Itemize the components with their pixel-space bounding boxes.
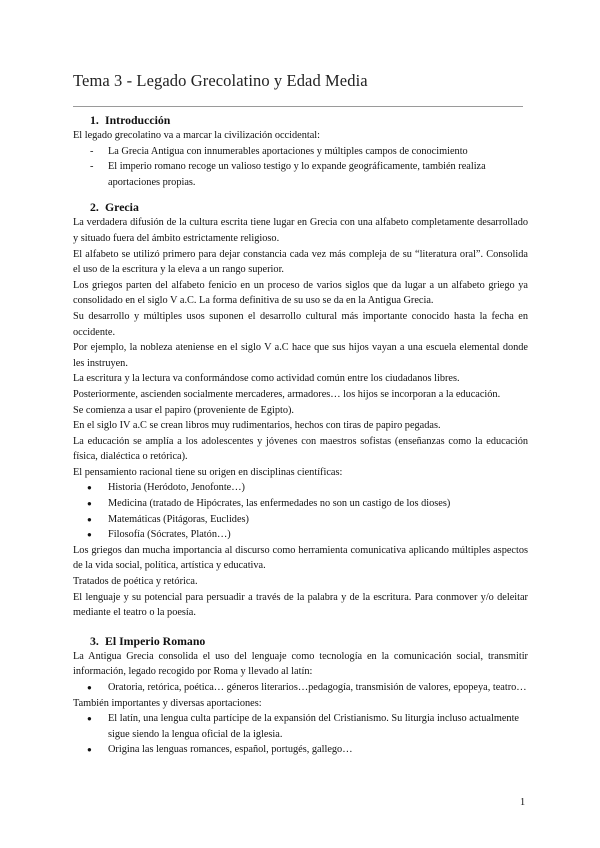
page-number: 1 (520, 797, 526, 808)
paragraph: Los griegos dan mucha importancia al discurso como herramienta comunicativa aplicando múltiples aspectos de la vida social, política, artística y educativa. (73, 544, 528, 572)
list-item: ● Matemáticas (Pitágoras, Euclides) (73, 512, 528, 528)
paragraph: Se comienza a usar el papiro (proveniente de Egipto). (73, 404, 295, 416)
paragraph: La Antigua Grecia consolida el uso del lenguaje como tecnología en la comunicación social, transmitir información, legado recogido por Roma y llevado al latín: (73, 650, 528, 678)
paragraph: La verdadera difusión de la cultura escrita tiene lugar en Grecia con una alfabeto completamente desarrollado y situado fuera del ámbito estrictamente religioso. (73, 217, 528, 244)
list-item: ● Oratoria, retórica, poética… géneros literarios…pedagogía, transmisión de valores, epopeya, teatro… (73, 680, 528, 696)
paragraph: El legado grecolatino va a marcar la civilización occidental: (73, 130, 321, 141)
paragraph: El alfabeto se utilizó primero para dejar constancia cada vez más compleja de su “literatura oral”. Consolida el uso de la escritura y la eleva a un rango superior. (73, 248, 528, 276)
list-item: ● Filosofía (Sócrates, Platón…) (73, 527, 528, 543)
paragraph: El pensamiento racional tiene su origen en disciplinas científicas: (73, 466, 343, 478)
list-item: ● Origina las lenguas romances, español, portugés, gallego… (73, 742, 528, 758)
paragraph: Su desarrollo y múltiples usos suponen el desarrollo cultural más importante conocido hasta la fecha en occidente. (73, 310, 528, 338)
paragraph: Por ejemplo, la nobleza ateniense en el siglo V a.C hace que sus hijos vayan a una escuela elemental donde les instruyen. (73, 342, 528, 369)
paragraph: Tratados de poética y retórica. (73, 576, 198, 588)
paragraph: En el siglo IV a.C se crean libros muy rudimentarios, hechos con tiras de papiro pegadas. (73, 420, 441, 432)
document-body (73, 112, 528, 758)
list-item: ● El latín, una lengua culta partícipe de la expansión del Cristianismo. Su liturgia incluso actualmente sigue siendo la lengua oficial de la iglesia. (73, 711, 528, 742)
list-item: ● Historia (Heródoto, Jenofonte…) (73, 480, 528, 496)
paragraph: La educación se amplía a los adolescentes y jóvenes con maestros sofistas (enseñanzas como la educación física, dialéctica o retórica). (73, 435, 528, 463)
paragraph: El lenguaje y su potencial para persuadir a través de la palabra y de la escritura. Para conmover y/o deleitar mediante el teatro o la poesía. (73, 591, 528, 619)
dash-list (73, 144, 528, 191)
section-heading-grecia: 2. Grecia (90, 200, 139, 215)
section-heading-imperio-romano: 3. El Imperio Romano (90, 633, 206, 648)
paragraph: También importantes y diversas aportaciones: (73, 697, 262, 709)
list-item: - El imperio romano recoge un valioso testigo y lo expande geográficamente, también realiza aportaciones propias. (73, 159, 528, 190)
title-divider (73, 106, 523, 107)
bullet-list (73, 711, 528, 758)
bullet-list (73, 480, 528, 542)
paragraph: Posteriormente, ascienden socialmente mercaderes, armadores… los hijos se incorporan a la educación. (73, 388, 501, 400)
paragraph: La escritura y la lectura va conformándose como actividad común entre los ciudadanos libres. (73, 373, 460, 385)
section-heading-introduccion: 1. Introducción (90, 113, 171, 127)
list-item: ● Medicina (tratado de Hipócrates, las enfermedades no son un castigo de los dioses) (73, 496, 528, 512)
list-item: - La Grecia Antigua con innumerables aportaciones y múltiples campos de conocimiento (73, 144, 528, 160)
paragraph: Los griegos parten del alfabeto fenicio en un proceso de varios siglos que da lugar a un alfabeto griego ya consolidado en el siglo V a.C. La forma definitiva de su uso se da en la Antigua Grecia. (73, 279, 528, 307)
bullet-list (73, 680, 528, 696)
document-title: Tema 3 - Legado Grecolatino y Edad Media (73, 71, 368, 90)
